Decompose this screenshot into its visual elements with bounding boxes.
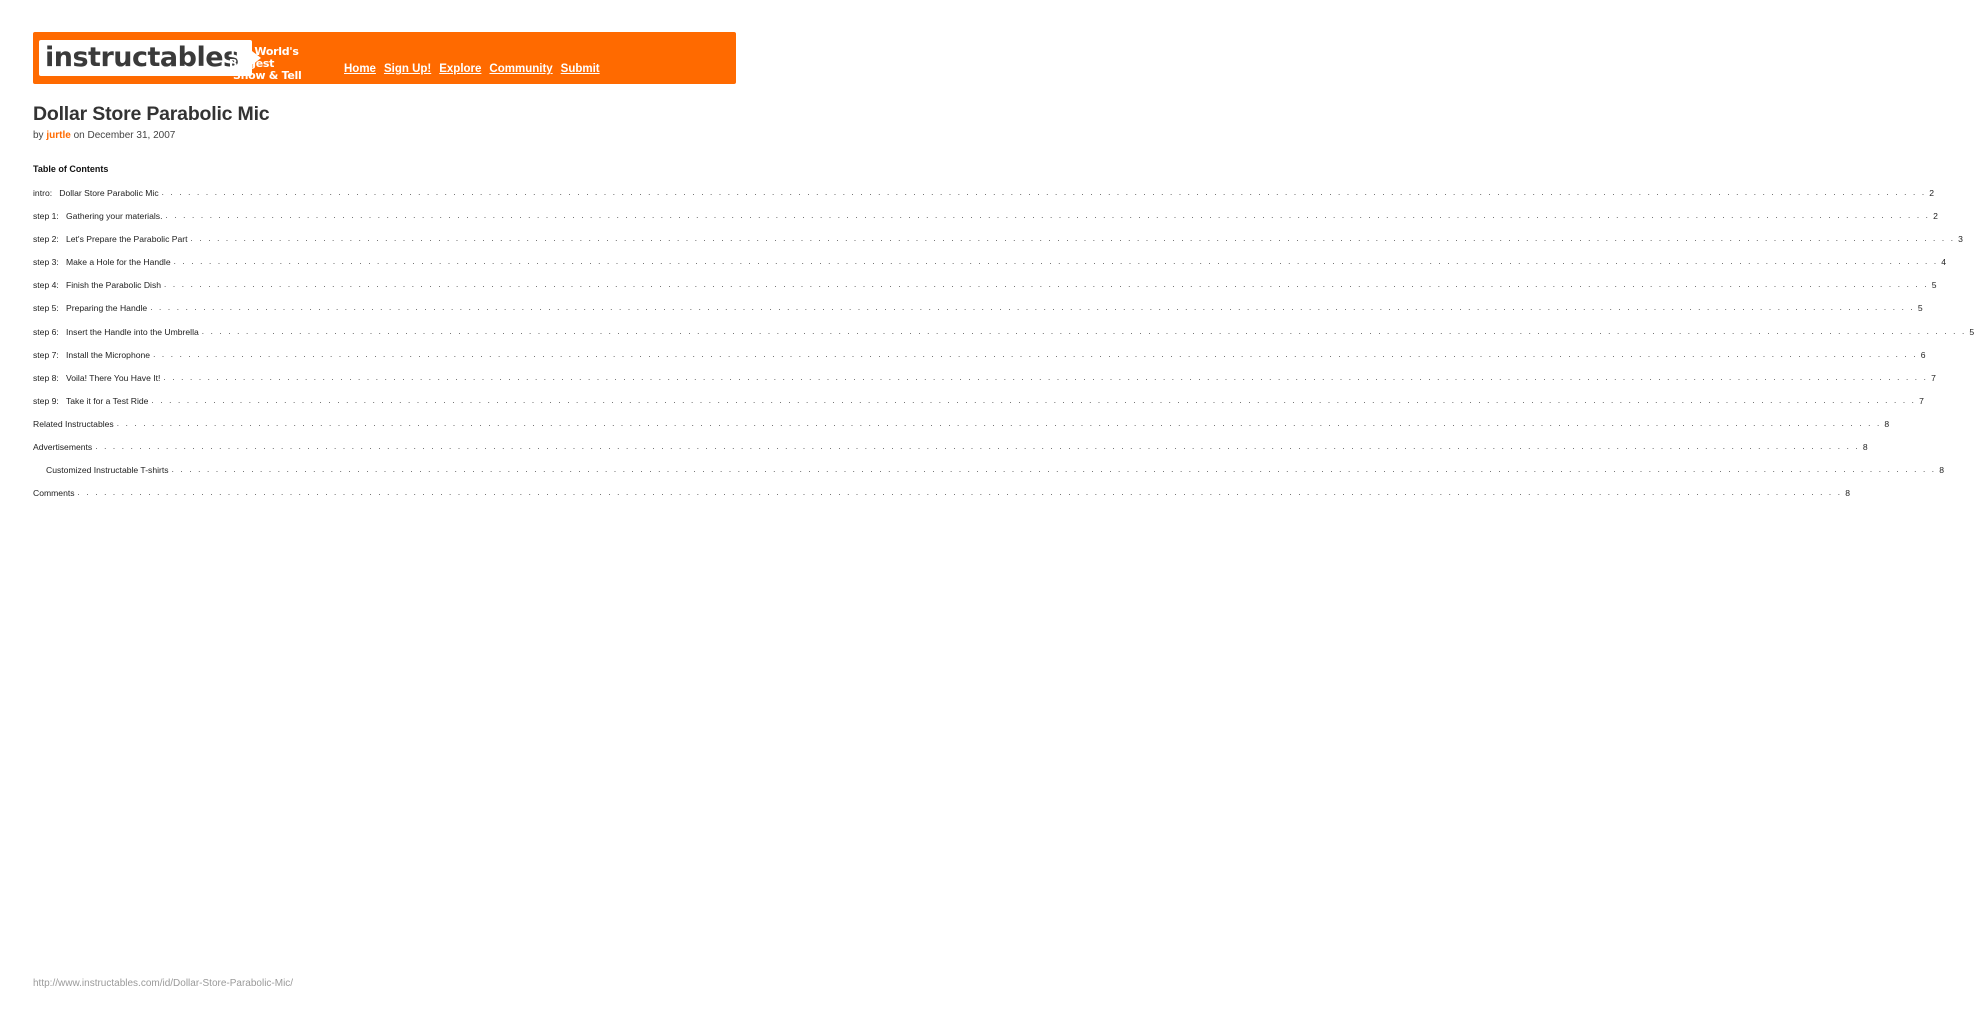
- instructables-logo[interactable]: instructables: [39, 40, 252, 76]
- author-link[interactable]: jurtle: [46, 130, 71, 141]
- toc-entry[interactable]: [33, 257, 1947, 280]
- toc-entry-page: 5: [1915, 303, 1923, 313]
- toc-leader-dots: . . . . . . . . . . . . . . . . . . . . . . . . . . . . . . . . . . . . . . . . . . . . . . . . . . . . . . . . . . . . . . . . . . . . . . . . . . . . . . . . . . . . . . . . . . . . . . . . . . . . . . . . . . . . . . . . . . . . . . . . . . . . . . . . . . . . . . . . . . . . . . . . . . . . . . . . . . . . . . . . . . . . . . . . . . . . . . . . . . . . . . . . . . . . . . . . . . . . . . . .: [150, 303, 1915, 313]
- toc-entry-page: 7: [1928, 373, 1936, 383]
- toc-entry-step: step 6:: [33, 326, 59, 337]
- toc-entry-step: intro:: [33, 188, 53, 198]
- toc-entry-step: step 4:: [33, 280, 59, 291]
- toc-entry-label: [33, 257, 174, 267]
- toc-entry-label: [33, 419, 117, 429]
- toc-leader-dots: . . . . . . . . . . . . . . . . . . . . . . . . . . . . . . . . . . . . . . . . . . . . . . . . . . . . . . . . . . . . . . . . . . . . . . . . . . . . . . . . . . . . . . . . . . . . . . . . . . . . . . . . . . . . . . . . . . . . . . . . . . . . . . . . . . . . . . . . . . . . . . . . . . . . . . . . . . . . . . . . . . . . . . . . . . . . . . . . . . . . . . . . . . . . . . . . . . . . . . . .: [164, 280, 1929, 290]
- toc-entry-page: 5: [1966, 327, 1974, 337]
- nav-community[interactable]: Community: [489, 63, 553, 75]
- toc-entry-label: [33, 350, 153, 360]
- site-tagline: [229, 46, 339, 82]
- toc-leader-dots: . . . . . . . . . . . . . . . . . . . . . . . . . . . . . . . . . . . . . . . . . . . . . . . . . . . . . . . . . . . . . . . . . . . . . . . . . . . . . . . . . . . . . . . . . . . . . . . . . . . . . . . . . . . . . . . . . . . . . . . . . . . . . . . . . . . . . . . . . . . . . . . . . . . . . . . . . . . . . . . . . . . . . . . . . . . . . . . . . . . . . . . . . . . . . . . . . . . . . . . .: [161, 188, 1927, 197]
- toc-entry-title: Finish the Parabolic Dish: [65, 280, 162, 291]
- toc-entry-page: 8: [1842, 488, 1850, 498]
- toc-entry[interactable]: [33, 211, 1938, 234]
- toc-entry-label: [33, 188, 162, 198]
- toc-entry-page: 4: [1938, 257, 1946, 267]
- toc-entry-page: 6: [1918, 350, 1926, 360]
- toc-leader-dots: . . . . . . . . . . . . . . . . . . . . . . . . . . . . . . . . . . . . . . . . . . . . . . . . . . . . . . . . . . . . . . . . . . . . . . . . . . . . . . . . . . . . . . . . . . . . . . . . . . . . . . . . . . . . . . . . . . . . . . . . . . . . . . . . . . . . . . . . . . . . . . . . . . . . . . . . . . . . . . . . . . . . . . . . . . . . . . . . . . . . . . . . . . . . . . . . . . . . . . . .: [116, 418, 1882, 428]
- toc-entry-title: Preparing the Handle: [65, 303, 148, 314]
- toc-entry[interactable]: [33, 442, 1868, 465]
- nav-sign-up[interactable]: Sign Up!: [383, 63, 432, 75]
- toc-entry[interactable]: [33, 280, 1937, 303]
- toc-entry-page: 2: [1930, 211, 1938, 221]
- toc-entry-title: Make a Hole for the Handle: [65, 257, 171, 268]
- toc-entry-label: [33, 280, 164, 290]
- toc-leader-dots: . . . . . . . . . . . . . . . . . . . . . . . . . . . . . . . . . . . . . . . . . . . . . . . . . . . . . . . . . . . . . . . . . . . . . . . . . . . . . . . . . . . . . . . . . . . . . . . . . . . . . . . . . . . . . . . . . . . . . . . . . . . . . . . . . . . . . . . . . . . . . . . . . . . . . . . . . . . . . . . . . . . . . . . . . . . . . . . . . . . . . . . . . . . . . . . . . . . . . . . .: [163, 372, 1929, 382]
- tagline-line2: Show & Tell: [233, 69, 302, 82]
- table-of-contents: [33, 188, 1974, 511]
- toc-entry-title: Comments: [33, 488, 75, 499]
- toc-leader-dots: . . . . . . . . . . . . . . . . . . . . . . . . . . . . . . . . . . . . . . . . . . . . . . . . . . . . . . . . . . . . . . . . . . . . . . . . . . . . . . . . . . . . . . . . . . . . . . . . . . . . . . . . . . . . . . . . . . . . . . . . . . . . . . . . . . . . . . . . . . . . . . . . . . . . . . . . . . . . . . . . . . . . . . . . . . . . . . . . . . . . . . . . . . . . . . . . . . . . . . . .: [201, 326, 1967, 336]
- toc-entry[interactable]: [33, 418, 1890, 442]
- toc-entry-label: [33, 373, 163, 383]
- page-title: Dollar Store Parabolic Mic: [33, 103, 270, 125]
- toc-entry[interactable]: [33, 395, 1924, 419]
- toc-entry-label: [33, 327, 202, 337]
- toc-leader-dots: . . . . . . . . . . . . . . . . . . . . . . . . . . . . . . . . . . . . . . . . . . . . . . . . . . . . . . . . . . . . . . . . . . . . . . . . . . . . . . . . . . . . . . . . . . . . . . . . . . . . . . . . . . . . . . . . . . . . . . . . . . . . . . . . . . . . . . . . . . . . . . . . . . . . . . . . . . . . . . . . . . . . . . . . . . . . . . . . . . . . . . . . . . . . . . . . . . . . . . . .: [173, 257, 1939, 267]
- byline-prefix: by: [33, 130, 44, 141]
- toc-entry-step: step 1:: [33, 211, 59, 222]
- toc-entry-title: Advertisements: [33, 442, 93, 453]
- toc-entry-title: Take it for a Test Ride: [65, 395, 149, 406]
- toc-entry-page: 8: [1860, 442, 1868, 452]
- toc-entry-page: 8: [1881, 419, 1889, 429]
- byline: [33, 130, 175, 141]
- toc-leader-dots: . . . . . . . . . . . . . . . . . . . . . . . . . . . . . . . . . . . . . . . . . . . . . . . . . . . . . . . . . . . . . . . . . . . . . . . . . . . . . . . . . . . . . . . . . . . . . . . . . . . . . . . . . . . . . . . . . . . . . . . . . . . . . . . . . . . . . . . . . . . . . . . . . . . . . . . . . . . . . . . . . . . . . . . . . . . . . . . . . . . . . . . . . . . . . . . . . . . . . . . .: [95, 442, 1860, 452]
- toc-entry-title: Related Instructables: [33, 418, 114, 429]
- toc-entry-label: [33, 234, 191, 244]
- toc-entry[interactable]: [33, 488, 1850, 511]
- toc-entry-step: step 7:: [33, 349, 59, 360]
- toc-entry-label: [46, 465, 172, 475]
- toc-entry-title: Customized Instructable T-shirts: [46, 465, 169, 476]
- toc-entry-label: [33, 211, 165, 221]
- toc-entry-step: step 8:: [33, 372, 59, 383]
- toc-entry-page: 5: [1929, 280, 1937, 290]
- nav-home[interactable]: Home: [344, 63, 376, 75]
- toc-entry-step: step 2:: [33, 234, 59, 245]
- toc-entry-label: [33, 488, 78, 498]
- toc-leader-dots: . . . . . . . . . . . . . . . . . . . . . . . . . . . . . . . . . . . . . . . . . . . . . . . . . . . . . . . . . . . . . . . . . . . . . . . . . . . . . . . . . . . . . . . . . . . . . . . . . . . . . . . . . . . . . . . . . . . . . . . . . . . . . . . . . . . . . . . . . . . . . . . . . . . . . . . . . . . . . . . . . . . . . . . . . . . . . . . . . . . . . . . . . . . . . . . . . . . . . . . .: [151, 395, 1917, 405]
- site-header: [33, 32, 736, 84]
- nav-explore[interactable]: Explore: [439, 63, 482, 75]
- toc-entry[interactable]: [33, 349, 1926, 373]
- toc-entry[interactable]: [33, 465, 1945, 488]
- toc-entry[interactable]: [33, 234, 1963, 257]
- toc-entry-step: step 3:: [33, 257, 59, 268]
- toc-entry-page: 7: [1916, 396, 1924, 406]
- toc-heading: Table of Contents: [33, 164, 109, 174]
- toc-entry-label: [33, 396, 151, 406]
- toc-leader-dots: . . . . . . . . . . . . . . . . . . . . . . . . . . . . . . . . . . . . . . . . . . . . . . . . . . . . . . . . . . . . . . . . . . . . . . . . . . . . . . . . . . . . . . . . . . . . . . . . . . . . . . . . . . . . . . . . . . . . . . . . . . . . . . . . . . . . . . . . . . . . . . . . . . . . . . . . . . . . . . . . . . . . . . . . . . . . . . . . . . . . . . . . . . . . . . . . . . . . . . . .: [153, 349, 1918, 359]
- toc-entry-step: step 9:: [33, 395, 59, 406]
- toc-entry-title: Gathering your materials.: [65, 211, 163, 222]
- toc-entry-label: [33, 442, 95, 452]
- nav-submit[interactable]: Submit: [560, 63, 600, 75]
- toc-entry-title: Voila! There You Have It!: [65, 372, 161, 383]
- toc-entry-page: 3: [1955, 234, 1963, 244]
- toc-entry[interactable]: [33, 372, 1936, 396]
- toc-leader-dots: . . . . . . . . . . . . . . . . . . . . . . . . . . . . . . . . . . . . . . . . . . . . . . . . . . . . . . . . . . . . . . . . . . . . . . . . . . . . . . . . . . . . . . . . . . . . . . . . . . . . . . . . . . . . . . . . . . . . . . . . . . . . . . . . . . . . . . . . . . . . . . . . . . . . . . . . . . . . . . . . . . . . . . . . . . . . . . . . . . . . . . . . . . . . . . . . . . . . . . . .: [190, 234, 1956, 244]
- main-nav: [344, 63, 600, 75]
- toc-leader-dots: . . . . . . . . . . . . . . . . . . . . . . . . . . . . . . . . . . . . . . . . . . . . . . . . . . . . . . . . . . . . . . . . . . . . . . . . . . . . . . . . . . . . . . . . . . . . . . . . . . . . . . . . . . . . . . . . . . . . . . . . . . . . . . . . . . . . . . . . . . . . . . . . . . . . . . . . . . . . . . . . . . . . . . . . . . . . . . . . . . . . . . . . . . . . . . . . . . . . . . . .: [165, 211, 1931, 221]
- toc-leader-dots: . . . . . . . . . . . . . . . . . . . . . . . . . . . . . . . . . . . . . . . . . . . . . . . . . . . . . . . . . . . . . . . . . . . . . . . . . . . . . . . . . . . . . . . . . . . . . . . . . . . . . . . . . . . . . . . . . . . . . . . . . . . . . . . . . . . . . . . . . . . . . . . . . . . . . . . . . . . . . . . . . . . . . . . . . . . . . . . . . . . . . . . . . . . . . . . . . . . . . . . .: [77, 488, 1843, 498]
- toc-entry[interactable]: [33, 303, 1923, 326]
- toc-entry-title: Insert the Handle into the Umbrella: [65, 326, 199, 337]
- toc-entry-page: 2: [1926, 188, 1934, 198]
- toc-entry-page: 8: [1936, 465, 1944, 475]
- toc-entry-title: Dollar Store Parabolic Mic: [59, 188, 159, 198]
- toc-entry-title: Install the Microphone: [65, 349, 151, 360]
- toc-entry-title: Let's Prepare the Parabolic Part: [65, 234, 188, 245]
- toc-entry[interactable]: [33, 188, 1935, 211]
- toc-leader-dots: . . . . . . . . . . . . . . . . . . . . . . . . . . . . . . . . . . . . . . . . . . . . . . . . . . . . . . . . . . . . . . . . . . . . . . . . . . . . . . . . . . . . . . . . . . . . . . . . . . . . . . . . . . . . . . . . . . . . . . . . . . . . . . . . . . . . . . . . . . . . . . . . . . . . . . . . . . . . . . . . . . . . . . . . . . . . . . . . . . . . . . . . . . . . . . . . . . . . . . . .: [171, 465, 1937, 475]
- toc-entry-label: [33, 303, 150, 313]
- toc-entry[interactable]: [33, 326, 1974, 350]
- footer-url[interactable]: http://www.instructables.com/id/Dollar-Store-Parabolic-Mic/: [33, 978, 294, 989]
- toc-entry-step: step 5:: [33, 303, 59, 314]
- tagline-line1: The World's Biggest: [229, 45, 299, 70]
- byline-date: on December 31, 2007: [73, 130, 176, 141]
